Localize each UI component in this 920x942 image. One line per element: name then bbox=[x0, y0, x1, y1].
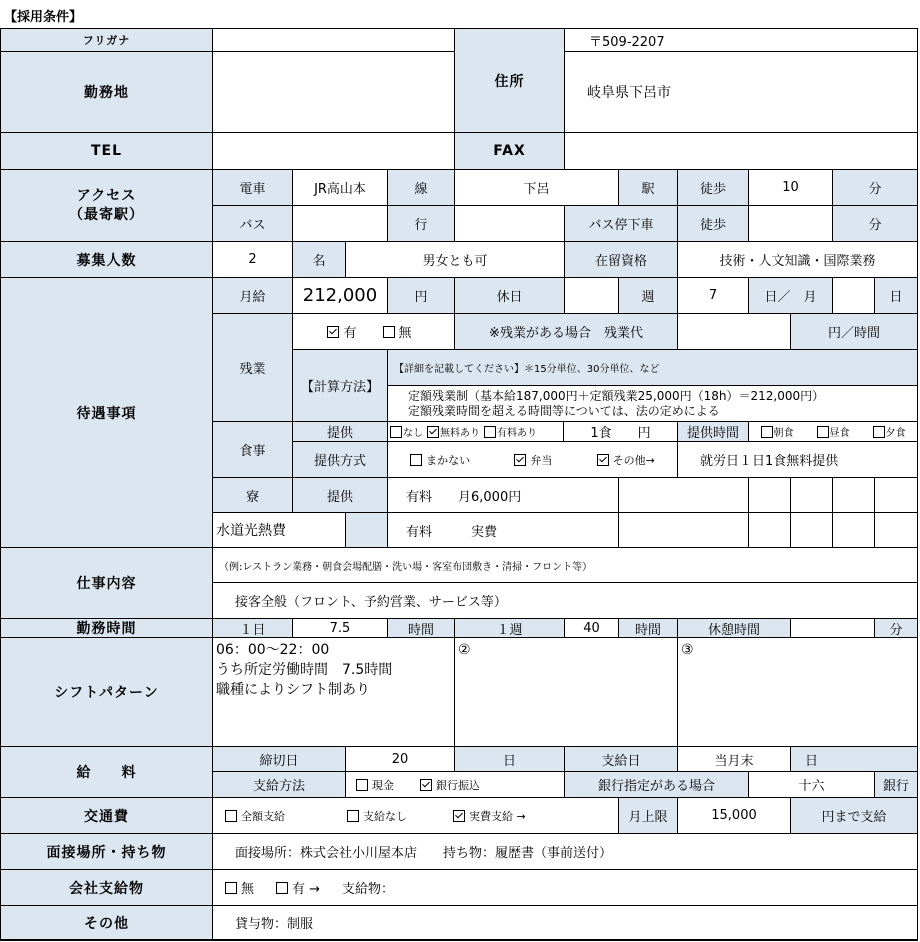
bus-line[interactable] bbox=[293, 206, 388, 242]
checkbox-icon bbox=[817, 426, 829, 438]
transport-full-label: 全額支給 bbox=[241, 809, 285, 823]
overtime-pay-note: ※残業がある場合 残業代 bbox=[455, 314, 678, 350]
week-days: 7 bbox=[678, 278, 749, 314]
minutes-label: 分 bbox=[833, 170, 918, 206]
residence-label: 在留資格 bbox=[565, 242, 678, 278]
transport-full[interactable] bbox=[225, 808, 285, 824]
transport-limit-label: 月上限 bbox=[619, 798, 678, 834]
calc-method-label: 【計算方法】 bbox=[293, 350, 388, 422]
dorm-blank-4 bbox=[833, 478, 875, 513]
utility-blank-4 bbox=[833, 513, 875, 548]
station-suffix: 駅 bbox=[619, 170, 678, 206]
hours-week-value: 40 bbox=[565, 619, 619, 638]
overtime-yes[interactable] bbox=[327, 322, 356, 341]
supplies-no-label: 無 bbox=[241, 882, 255, 897]
transport-options bbox=[213, 798, 619, 834]
dinner-option[interactable] bbox=[873, 424, 906, 439]
workplace-label: 勤務地 bbox=[1, 52, 213, 133]
hours-unit-2: 時間 bbox=[619, 619, 678, 638]
meal-provide-label: 提供 bbox=[293, 422, 388, 442]
walk-minutes: 10 bbox=[749, 170, 833, 206]
cutoff-day-label: 日 bbox=[455, 747, 565, 772]
utility-blank-1 bbox=[619, 513, 749, 548]
overtime-no-label: 無 bbox=[398, 326, 412, 341]
walk2-label: 徒歩 bbox=[678, 206, 749, 242]
salary-label: 月給 bbox=[213, 278, 293, 314]
checkbox-icon bbox=[761, 426, 773, 438]
bus-stop-label: バス停下車 bbox=[565, 206, 678, 242]
job-example: （例:レストラン業務・朝食会場配膳・洗い場・客室布団敷き・清掃・フロント等） bbox=[213, 548, 918, 583]
fax-label: FAX bbox=[455, 133, 565, 170]
hours-day-label: １日 bbox=[213, 619, 293, 638]
checkbox-icon bbox=[347, 810, 359, 822]
recruit-label: 募集人数 bbox=[1, 242, 213, 278]
dorm-label: 寮 bbox=[213, 478, 293, 513]
bank-suffix: 銀行 bbox=[875, 772, 918, 798]
checkbox-icon bbox=[225, 882, 237, 894]
meal-provide-options bbox=[388, 422, 564, 442]
checkbox-icon bbox=[484, 426, 496, 438]
breakfast-option[interactable] bbox=[761, 424, 794, 439]
calc-line-1: 定額残業制（基本給187,000円＋定額残業25,000円（18h）＝212,000円） bbox=[408, 388, 825, 403]
meal-detail: 就労日１日1食無料提供 bbox=[678, 442, 918, 478]
pay-cash[interactable] bbox=[356, 777, 394, 793]
meal-none[interactable] bbox=[390, 424, 423, 439]
checkbox-icon bbox=[225, 810, 237, 822]
meal-method-label: 提供方式 bbox=[293, 442, 388, 478]
transport-none[interactable] bbox=[347, 808, 407, 824]
transport-none-label: 支給なし bbox=[363, 809, 407, 823]
shift-pattern-1 bbox=[213, 638, 455, 747]
cutoff-label: 締切日 bbox=[213, 747, 346, 772]
supplies-yes-label: 有 → bbox=[292, 882, 321, 897]
address-value: 岐阜県下呂市 bbox=[565, 52, 918, 133]
calc-line-2: 定額残業時間を超える時間等については、法の定めによる bbox=[408, 403, 720, 418]
job-content: 接客全般（フロント、予約営業、サービス等） bbox=[213, 583, 918, 619]
checkbox-checked-icon bbox=[420, 779, 432, 791]
break-value[interactable] bbox=[791, 619, 875, 638]
shift-p1-line2: うち所定労働時間 7.5時間 bbox=[216, 662, 393, 678]
utility-fee: 有料 実費 bbox=[388, 513, 619, 548]
checkbox-icon bbox=[410, 454, 422, 466]
meal-free-label: 無料あり bbox=[440, 428, 480, 439]
transport-limit: 15,000 bbox=[678, 798, 791, 834]
checkbox-icon bbox=[356, 779, 368, 791]
overtime-no[interactable] bbox=[383, 322, 412, 341]
hours-week-label: １週 bbox=[455, 619, 565, 638]
break-unit: 分 bbox=[875, 619, 918, 638]
utility-blank-2 bbox=[749, 513, 791, 548]
method-other-label: その他→ bbox=[612, 453, 655, 467]
meal-paid[interactable] bbox=[484, 424, 537, 439]
dorm-provide-label: 提供 bbox=[293, 478, 388, 513]
treatment-label: 待遇事項 bbox=[1, 278, 213, 548]
hours-label: 勤務時間 bbox=[1, 619, 213, 638]
meal-method-options bbox=[388, 442, 678, 478]
supplies-label: 会社支給物 bbox=[1, 870, 213, 906]
line-suffix: 線 bbox=[388, 170, 455, 206]
postal-code: 〒509-2207 bbox=[565, 29, 918, 52]
overtime-choice bbox=[293, 314, 455, 350]
utility-sub bbox=[346, 513, 388, 548]
checkbox-checked-icon bbox=[453, 810, 465, 822]
interview-text: 面接場所：株式会社小川屋本店 持ち物：履歴書（事前送付） bbox=[213, 834, 918, 870]
salary-yen: 円 bbox=[388, 278, 455, 314]
meal-paid-label: 有料あり bbox=[497, 428, 537, 439]
overtime-rate[interactable] bbox=[678, 314, 791, 350]
tel-label: TEL bbox=[1, 133, 213, 170]
dorm-fee: 有料 月6,000円 bbox=[388, 478, 619, 513]
meal-time-label: 提供時間 bbox=[678, 422, 749, 442]
furigana-value[interactable] bbox=[213, 29, 455, 52]
method-makanai-label: まかない bbox=[426, 453, 471, 467]
calc-method-note: 【詳細を記載してください】＊15分単位、30分単位、など bbox=[388, 350, 918, 386]
job-label: 仕事内容 bbox=[1, 548, 213, 619]
train-line-name: JR高山本 bbox=[293, 170, 388, 206]
method-makanai[interactable] bbox=[410, 452, 470, 468]
overtime-rate-unit: 円／時間 bbox=[791, 314, 918, 350]
salary-value: 212,000 bbox=[293, 278, 388, 314]
pay-bank[interactable] bbox=[420, 777, 480, 793]
holiday-label: 休日 bbox=[455, 278, 565, 314]
shift-pattern-2 bbox=[455, 638, 678, 747]
interview-label: 面接場所・持ち物 bbox=[1, 834, 213, 870]
furigana-label: フリガナ bbox=[1, 29, 213, 52]
hours-unit: 時間 bbox=[388, 619, 455, 638]
payday-value: 当月末 bbox=[678, 747, 791, 772]
conditions-table bbox=[0, 28, 918, 941]
meal-free[interactable] bbox=[427, 424, 480, 439]
shift-p3-marker: ③ bbox=[681, 642, 694, 658]
shift-label: シフトパターン bbox=[1, 638, 213, 747]
residence-value: 技術・人文知識・国際業務 bbox=[678, 242, 918, 278]
pay-method-options bbox=[346, 772, 565, 798]
section-header: 【採用条件】 bbox=[4, 10, 83, 25]
supplies-no[interactable] bbox=[225, 878, 254, 897]
day-month-label: 日／ 月 bbox=[749, 278, 833, 314]
recruit-unit: 名 bbox=[293, 242, 346, 278]
shift-pattern-3 bbox=[678, 638, 918, 747]
other-label: その他 bbox=[1, 906, 213, 940]
meal-price: 1食 円 bbox=[564, 422, 678, 442]
dorm-blank-3 bbox=[791, 478, 833, 513]
utility-blank-3 bbox=[791, 513, 833, 548]
checkbox-checked-icon bbox=[327, 326, 339, 338]
transport-limit-suffix: 円まで支給 bbox=[791, 798, 918, 834]
address-label: 住所 bbox=[455, 29, 565, 133]
bus-dest-suffix: 行 bbox=[388, 206, 455, 242]
checkbox-icon bbox=[873, 426, 885, 438]
supplies-yes[interactable] bbox=[276, 878, 320, 897]
lunch-option[interactable] bbox=[817, 424, 850, 439]
supplies-items-label: 支給物： bbox=[342, 882, 395, 897]
meal-none-label: なし bbox=[403, 428, 423, 439]
bank-name: 十六 bbox=[749, 772, 875, 798]
month-days[interactable] bbox=[833, 278, 875, 314]
bus-label: バス bbox=[213, 206, 293, 242]
dorm-blank-2 bbox=[749, 478, 791, 513]
minutes2-label: 分 bbox=[833, 206, 918, 242]
bus-dest[interactable] bbox=[455, 206, 565, 242]
method-bento-label: 弁当 bbox=[530, 453, 553, 467]
checkbox-checked-icon bbox=[597, 454, 609, 466]
access-label-line2: （最寄駅） bbox=[69, 206, 144, 223]
checkbox-icon bbox=[383, 326, 395, 338]
train-label: 電車 bbox=[213, 170, 293, 206]
method-other[interactable] bbox=[597, 452, 655, 468]
walk2-minutes[interactable] bbox=[749, 206, 833, 242]
shift-p2-marker: ② bbox=[458, 642, 471, 658]
transport-actual-label: 実費支給 → bbox=[469, 809, 526, 823]
tel-value[interactable] bbox=[213, 133, 455, 170]
breakfast-label: 朝食 bbox=[773, 428, 794, 439]
payday-label: 支給日 bbox=[565, 747, 678, 772]
dorm-blank-1 bbox=[619, 478, 749, 513]
checkbox-icon bbox=[390, 426, 402, 438]
workplace-value[interactable] bbox=[213, 52, 455, 133]
break-label: 休憩時間 bbox=[678, 619, 791, 638]
transport-actual[interactable] bbox=[453, 808, 526, 824]
day-label: 日 bbox=[875, 278, 918, 314]
recruit-gender: 男女とも可 bbox=[346, 242, 565, 278]
checkbox-checked-icon bbox=[427, 426, 439, 438]
access-label bbox=[1, 170, 213, 242]
recruit-count: 2 bbox=[213, 242, 293, 278]
pay-label: 給 料 bbox=[1, 747, 213, 798]
supplies-options bbox=[213, 870, 918, 906]
walk-label: 徒歩 bbox=[678, 170, 749, 206]
lunch-label: 昼食 bbox=[829, 428, 850, 439]
utility-blank-5 bbox=[875, 513, 918, 548]
overtime-yes-label: 有 bbox=[343, 326, 357, 341]
pay-method-label: 支給方法 bbox=[213, 772, 346, 798]
week-label: 週 bbox=[619, 278, 678, 314]
hours-day-value: 7.5 bbox=[293, 619, 388, 638]
meal-time-options bbox=[749, 422, 918, 442]
dinner-label: 夕食 bbox=[885, 428, 906, 439]
other-text: 貸与物：制服 bbox=[213, 906, 918, 940]
transport-label: 交通費 bbox=[1, 798, 213, 834]
payday-day-label: 日 bbox=[791, 747, 918, 772]
checkbox-checked-icon bbox=[514, 454, 526, 466]
access-label-line1: アクセス bbox=[76, 187, 137, 204]
method-bento[interactable] bbox=[514, 452, 552, 468]
utility-label: 水道光熱費 bbox=[213, 513, 346, 548]
station-name: 下呂 bbox=[455, 170, 619, 206]
calc-method-detail bbox=[388, 386, 918, 422]
cutoff-value: 20 bbox=[346, 747, 455, 772]
pay-cash-label: 現金 bbox=[372, 778, 394, 792]
meal-label: 食事 bbox=[213, 422, 293, 478]
holiday-value[interactable] bbox=[565, 278, 619, 314]
checkbox-icon bbox=[276, 882, 288, 894]
dorm-blank-5 bbox=[875, 478, 918, 513]
fax-value[interactable] bbox=[565, 133, 918, 170]
shift-p1-line3: 職種によりシフト制あり bbox=[216, 682, 370, 698]
overtime-label: 残業 bbox=[213, 314, 293, 422]
shift-p1-line1: 06：00～22：00 bbox=[216, 642, 330, 658]
pay-bank-label: 銀行振込 bbox=[436, 778, 480, 792]
bank-spec-label: 銀行指定がある場合 bbox=[565, 772, 749, 798]
